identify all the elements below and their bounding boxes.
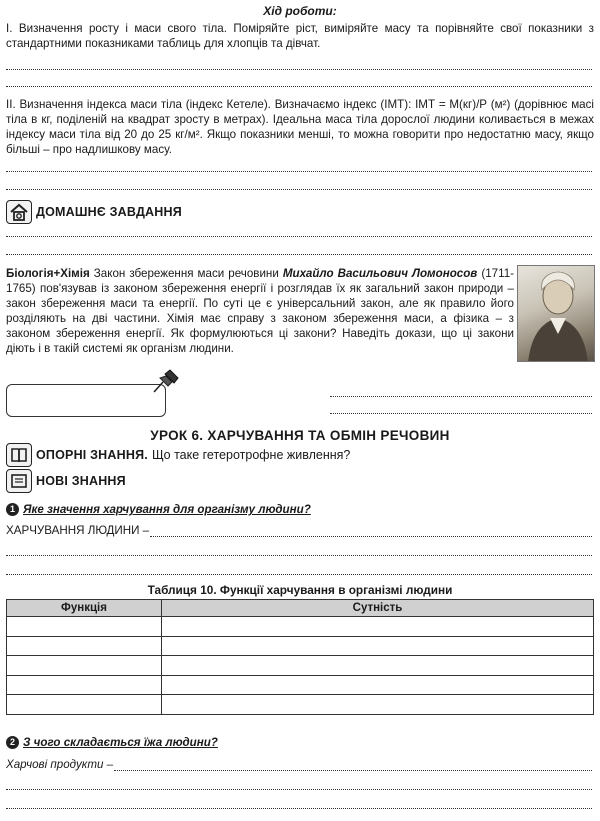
answer-line[interactable] <box>114 770 592 771</box>
biology-chemistry-text <box>6 266 514 356</box>
answer-line[interactable] <box>330 396 592 397</box>
note-box[interactable] <box>6 384 166 417</box>
answer-line[interactable] <box>6 789 592 790</box>
answer-line[interactable] <box>6 171 592 172</box>
question-2 <box>6 735 218 750</box>
nutrition-functions-table <box>6 599 594 715</box>
answer-line[interactable] <box>6 574 592 575</box>
table-title: Таблиця 10. Функції харчування в організмі людини <box>147 583 453 597</box>
answer-line[interactable] <box>330 413 592 414</box>
new-knowledge-heading <box>6 469 126 493</box>
basic-knowledge-label: ОПОРНІ ЗНАННЯ. <box>36 447 148 462</box>
pushpin-icon <box>150 368 180 398</box>
table-header-function: Функція <box>7 600 162 617</box>
answer-line[interactable] <box>6 86 592 87</box>
open-book-icon <box>6 469 32 493</box>
table-row <box>7 675 594 695</box>
home-task-icon <box>6 200 32 224</box>
question-number: 1 <box>6 503 19 516</box>
function-cell[interactable] <box>7 675 162 695</box>
food-products-label: Харчові продукти – <box>6 758 114 771</box>
table-header-essence: Сутність <box>162 600 594 617</box>
function-cell[interactable] <box>7 636 162 656</box>
work-title: Хід роботи: <box>263 4 337 18</box>
function-cell[interactable] <box>7 656 162 676</box>
answer-line[interactable] <box>6 69 592 70</box>
essence-cell[interactable] <box>162 636 594 656</box>
question-1-text: Яке значення харчування для організму людини? <box>23 503 311 516</box>
answer-line[interactable] <box>150 536 592 537</box>
law-intro: Закон збереження маси речовини <box>89 267 283 280</box>
essence-cell[interactable] <box>162 675 594 695</box>
portrait-image <box>517 265 595 362</box>
table-row <box>7 636 594 656</box>
scientist-name: Михайло Васильович Ломоносов <box>282 267 478 280</box>
homework-heading <box>6 200 182 224</box>
answer-line[interactable] <box>6 808 592 809</box>
basic-knowledge-heading <box>6 443 350 467</box>
table-row <box>7 695 594 715</box>
answer-line[interactable] <box>6 189 592 190</box>
basic-knowledge-question: Що таке гетеротрофне живлення? <box>151 447 351 462</box>
essence-cell[interactable] <box>162 695 594 715</box>
subject-label: Біологія+Хімія <box>6 267 90 280</box>
answer-line[interactable] <box>6 236 592 237</box>
law-body: (1711-1765) пов'язував із законом збереження енергії і розглядав їх як загальний закон природи – закон збереження маси та енергії. По суті це є універсальний закон, але як правило його розділяють на дві частини. Хімія має справу з законом збереження маси, а фізика – з законом збереження енергії. Як формулюються ці закони? Наведіть докази, що ці закони діють і в такій системі як організм людини. <box>6 267 515 355</box>
homework-label: ДОМАШНЄ ЗАВДАННЯ <box>36 204 182 219</box>
work-part-2: ІІ. Визначення індекса маси тіла (індекс Кетеле). Визначаємо індекс (ІМТ): ІМТ = М(кг)/Р (м²) (дорівнює масі тіла в кг, поділеній на квадрат зросту в метрах). Ідеальна маса тіла дорослої людини коливається в межах індексу маси тіла від 20 до 25 кг/м². Якщо показники менші, то можна говорити про недостатню масу, якщо більші – про надлишкову масу. <box>6 98 594 156</box>
nutrition-definition-label: ХАРЧУВАННЯ ЛЮДИНИ – <box>6 524 150 537</box>
table-row <box>7 617 594 637</box>
function-cell[interactable] <box>7 695 162 715</box>
function-cell[interactable] <box>7 617 162 637</box>
essence-cell[interactable] <box>162 656 594 676</box>
new-knowledge-label: НОВІ ЗНАННЯ <box>36 473 126 488</box>
answer-line[interactable] <box>6 555 592 556</box>
reference-book-icon <box>6 443 32 467</box>
lesson-title: УРОК 6. ХАРЧУВАННЯ ТА ОБМІН РЕЧОВИН <box>150 428 450 443</box>
question-1 <box>6 502 311 517</box>
question-2-text: З чого складається їжа людини? <box>23 736 218 749</box>
table-row <box>7 656 594 676</box>
question-number: 2 <box>6 736 19 749</box>
answer-line[interactable] <box>6 254 592 255</box>
work-part-1: І. Визначення росту і маси свого тіла. Поміряйте ріст, виміряйте масу та порівняйте свої показники з стандартними показниками таблиць для хлопців та дівчат. <box>6 22 594 50</box>
essence-cell[interactable] <box>162 617 594 637</box>
